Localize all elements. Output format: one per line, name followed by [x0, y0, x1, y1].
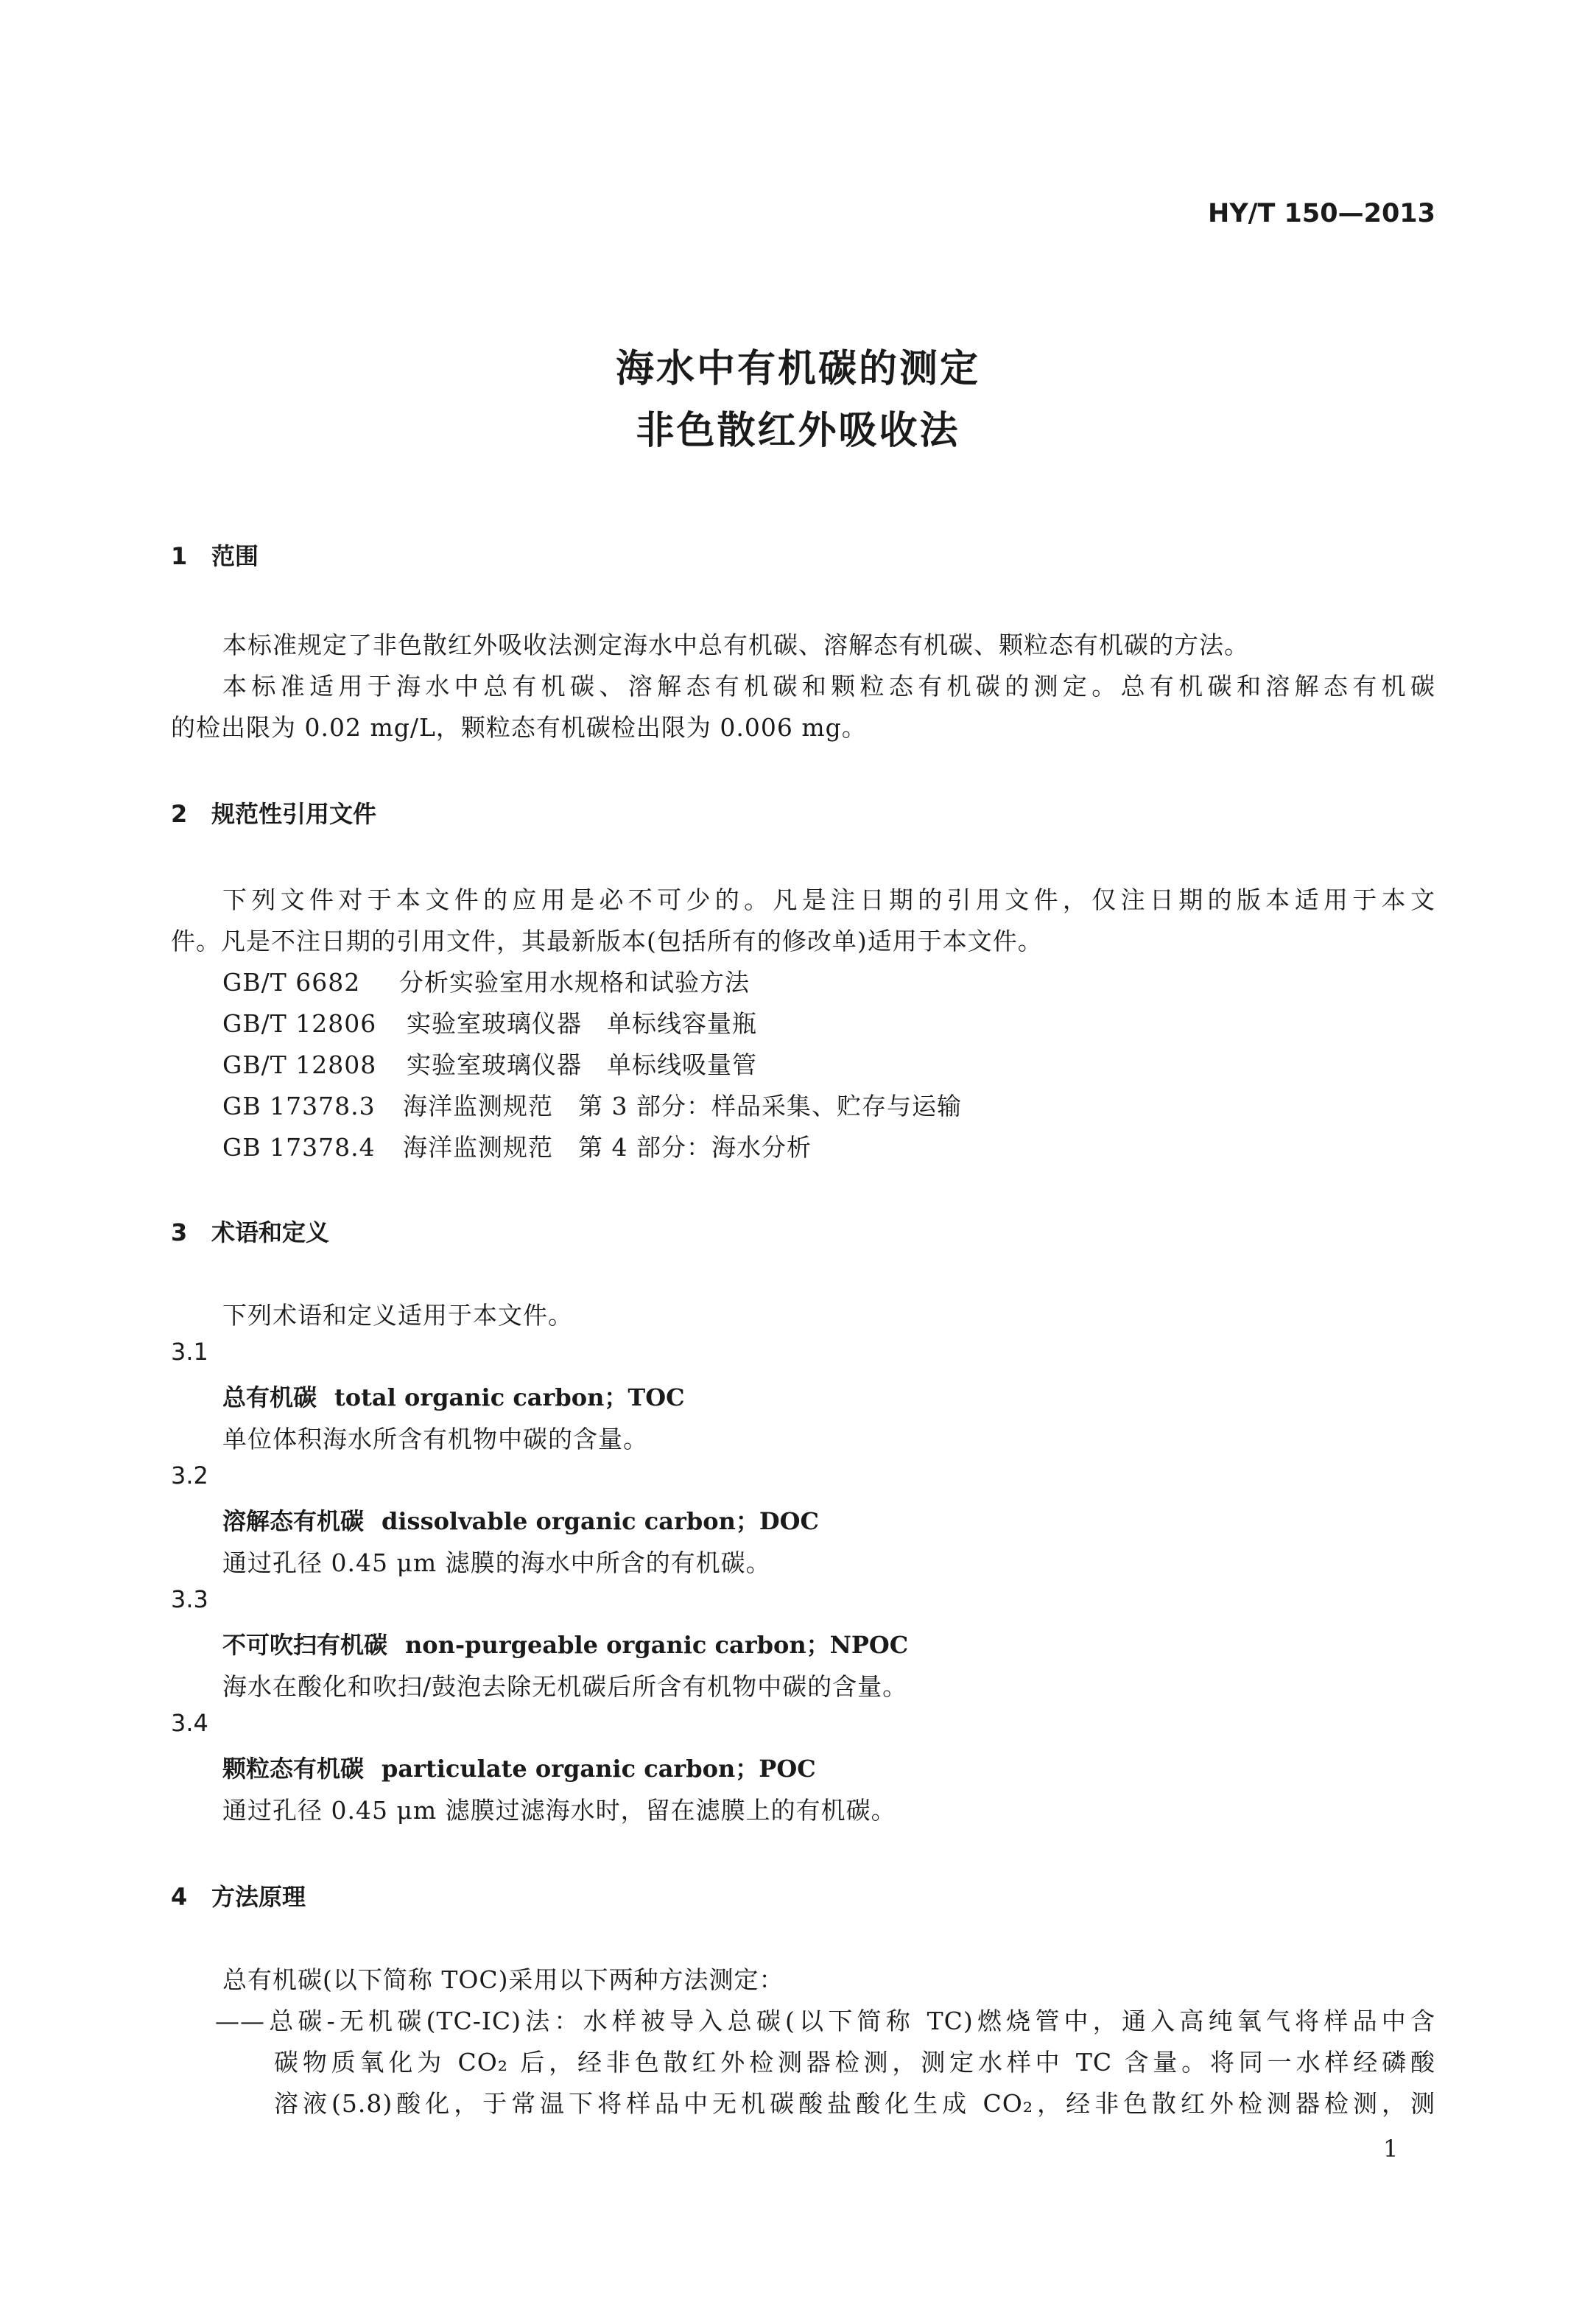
section-heading-1: 1 范围 [171, 542, 259, 570]
section-heading-4: 4 方法原理 [171, 1883, 306, 1911]
reference-item: GB 17378.4 海洋监测规范 第 4 部分：海水分析 [222, 1133, 812, 1162]
page-title-line2: 非色散红外吸收法 [636, 409, 960, 453]
term-number: 3.4 [171, 1709, 208, 1737]
page-number: 1 [1383, 2135, 1399, 2163]
s4-list-item-line2: 碳物质氧化为 CO₂ 后，经非色散红外检测器检测，测定水样中 TC 含量。将同一水样经磷酸 [274, 2048, 1435, 2077]
standard-number: HY/T 150—2013 [1208, 199, 1435, 228]
term-number: 3.2 [171, 1461, 208, 1489]
section-heading-3: 3 术语和定义 [171, 1218, 330, 1246]
term-name: 溶解态有机碳 dissolvable organic carbon；DOC [222, 1507, 819, 1535]
term-name: 不可吹扫有机碳 non-purgeable organic carbon；NPOC [222, 1631, 909, 1659]
page-title-line1: 海水中有机碳的测定 [615, 347, 980, 391]
term-definition: 海水在酸化和吹扫/鼓泡去除无机碳后所含有机物中碳的含量。 [222, 1672, 908, 1701]
term-definition: 通过孔径 0.45 μm 滤膜的海水中所含的有机碳。 [222, 1548, 771, 1577]
reference-item: GB/T 12808 实验室玻璃仪器 单标线吸量管 [222, 1050, 757, 1079]
s2-paragraph-line2: 件。凡是不注日期的引用文件，其最新版本(包括所有的修改单)适用于本文件。 [171, 927, 1043, 955]
term-definition: 单位体积海水所含有机物中碳的含量。 [222, 1425, 648, 1453]
s2-paragraph-line1: 下列文件对于本文件的应用是必不可少的。凡是注日期的引用文件，仅注日期的版本适用于本文 [222, 885, 1435, 914]
s4-paragraph: 总有机碳(以下简称 TOC)采用以下两种方法测定： [222, 1965, 784, 1994]
s1-paragraph-2-line1: 本标准适用于海水中总有机碳、溶解态有机碳和颗粒态有机碳的测定。总有机碳和溶解态有机碳 [222, 672, 1435, 701]
s1-paragraph-2-line2: 的检出限为 0.02 mg/L，颗粒态有机碳检出限为 0.006 mg。 [171, 713, 867, 742]
term-definition: 通过孔径 0.45 μm 滤膜过滤海水时，留在滤膜上的有机碳。 [222, 1796, 896, 1825]
s4-list-item-line3: 溶液(5.8)酸化，于常温下将样品中无机碳酸盐酸化生成 CO₂，经非色散红外检测器检测，测 [274, 2089, 1435, 2118]
s3-intro: 下列术语和定义适用于本文件。 [222, 1301, 573, 1330]
term-name: 颗粒态有机碳 particulate organic carbon；POC [222, 1755, 816, 1783]
term-number: 3.3 [171, 1585, 208, 1613]
term-number: 3.1 [171, 1338, 208, 1366]
s1-paragraph-1: 本标准规定了非色散红外吸收法测定海水中总有机碳、溶解态有机碳、颗粒态有机碳的方法。 [222, 631, 1249, 659]
term-name: 总有机碳 total organic carbon；TOC [222, 1383, 685, 1411]
reference-item: GB/T 12806 实验室玻璃仪器 单标线容量瓶 [222, 1009, 757, 1038]
s4-list-item-line1: ——总碳-无机碳(TC-IC)法：水样被导入总碳(以下简称 TC)燃烧管中，通入高纯氧气将样品中含 [215, 2007, 1435, 2035]
section-heading-2: 2 规范性引用文件 [171, 800, 377, 828]
reference-item: GB 17378.3 海洋监测规范 第 3 部分：样品采集、贮存与运输 [222, 1092, 962, 1120]
reference-item: GB/T 6682 分析实验室用水规格和试验方法 [222, 968, 750, 997]
